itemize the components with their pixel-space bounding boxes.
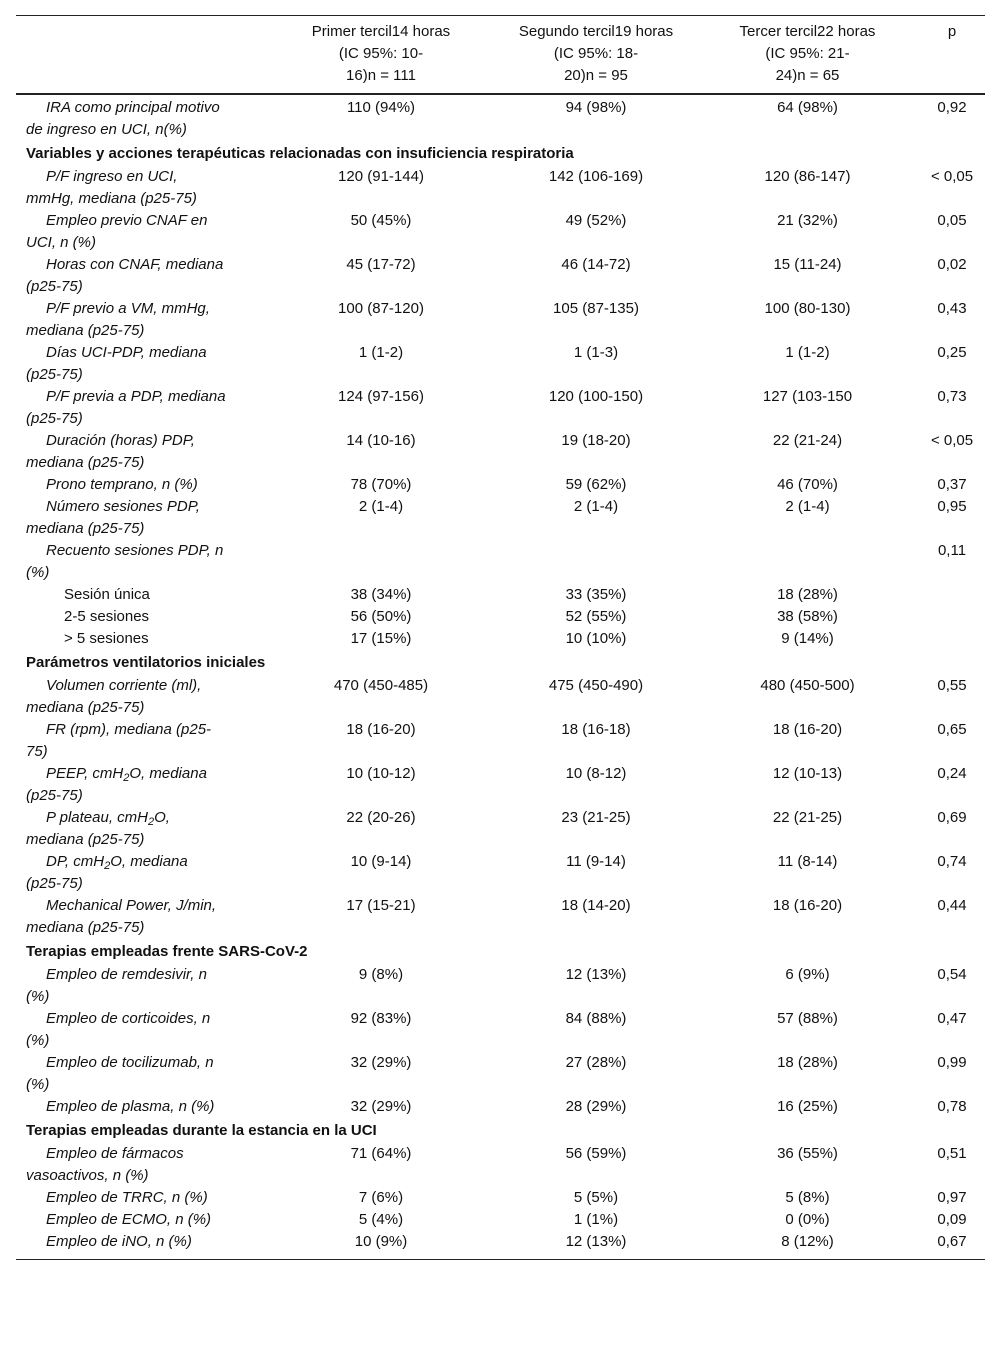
value-cell: 2 (1-4) <box>358 498 404 515</box>
value-cell: 12 (10-13) <box>772 765 843 782</box>
value-cell: 18 (28%) <box>777 1054 838 1071</box>
table-row <box>16 386 985 430</box>
table-row <box>16 496 985 540</box>
value-cell: 5 (4%) <box>358 1211 404 1228</box>
value-cell: 15 (11-24) <box>773 256 842 273</box>
value-cell: 16 (25%) <box>777 1098 838 1115</box>
value-cell: 64 (98%) <box>777 99 838 116</box>
section-header-row <box>16 939 985 964</box>
value-cell: 78 (70%) <box>350 476 412 493</box>
value-cell: 2 (1-4) <box>573 498 619 515</box>
value-cell: 71 (64%) <box>350 1145 412 1162</box>
row-label-text: P/F previa a PDP, mediana (p25-75) <box>26 388 226 427</box>
p-value-cell: 0,92 <box>937 99 967 116</box>
p-value-text: < 0,05 <box>930 168 974 185</box>
value-cell: 10 (9%) <box>354 1233 408 1250</box>
value-cell: 28 (29%) <box>565 1098 627 1115</box>
row-label <box>16 210 266 254</box>
p-value-cell: 0,65 <box>937 721 967 738</box>
value-cell: 38 (58%) <box>777 608 838 625</box>
table-row <box>16 1052 985 1096</box>
header-line: p <box>947 23 957 40</box>
value-cell: 52 (55%) <box>565 608 627 625</box>
row-label <box>16 1052 266 1096</box>
row-label-text: Volumen corriente (ml), mediana (p25-75) <box>26 677 202 716</box>
value-cell: 9 (14%) <box>781 630 834 647</box>
p-value-cell: 0,97 <box>937 1189 967 1206</box>
row-label <box>16 1008 266 1052</box>
row-label-text: Prono temprano, n (%) <box>46 476 198 493</box>
value-cell <box>496 540 696 584</box>
p-value-cell <box>919 430 985 474</box>
p-value-cell: 0,02 <box>937 256 967 273</box>
table-row <box>16 540 985 584</box>
value-cell: 21 (32%) <box>777 212 838 229</box>
subscript: 2 <box>123 772 130 784</box>
row-label <box>16 851 266 895</box>
section-title: Terapias empleadas durante la estancia en la UCI <box>26 1122 377 1139</box>
p-value-cell: 0,11 <box>937 542 967 559</box>
table-subrow <box>16 628 985 650</box>
header-label-col <box>16 16 266 95</box>
row-label <box>16 1096 266 1118</box>
row-label-text: Duración (horas) PDP, mediana (p25-75) <box>26 432 195 471</box>
row-label-text: Empleo de corticoides, n (%) <box>26 1010 211 1049</box>
table-row <box>16 210 985 254</box>
label-part: O, mediana (p25-75) <box>26 853 188 892</box>
p-value-cell: 0,25 <box>937 344 967 361</box>
header-line: (IC 95%: 10- <box>338 45 424 62</box>
row-label <box>16 386 266 430</box>
header-line: 20)n = 95 <box>564 67 628 84</box>
subscript: 2 <box>104 860 111 872</box>
header-primer-tercil <box>266 16 496 95</box>
value-cell: 92 (83%) <box>350 1010 412 1027</box>
value-cell: 94 (98%) <box>565 99 627 116</box>
row-label-text: Horas con CNAF, mediana (p25-75) <box>26 256 224 295</box>
table-row <box>16 166 985 210</box>
row-label <box>16 166 266 210</box>
p-value-cell <box>919 606 985 628</box>
table-row <box>16 430 985 474</box>
value-cell: 45 (17-72) <box>346 256 416 273</box>
row-label <box>16 1209 266 1231</box>
row-label-text: Días UCI-PDP, mediana (p25-75) <box>26 344 207 383</box>
table-row <box>16 1096 985 1118</box>
row-label <box>16 342 266 386</box>
value-cell: 7 (6%) <box>358 1189 404 1206</box>
value-cell: 8 (12%) <box>781 1233 834 1250</box>
table-row <box>16 895 985 939</box>
value-cell: 36 (55%) <box>777 1145 838 1162</box>
label-part: O, mediana (p25-75) <box>26 809 170 848</box>
value-cell: 50 (45%) <box>350 212 412 229</box>
value-cell: 12 (13%) <box>565 966 627 983</box>
table-row <box>16 807 985 851</box>
value-cell: 38 (34%) <box>350 586 412 603</box>
table-row <box>16 1231 985 1260</box>
table-row <box>16 474 985 496</box>
value-cell: 120 (100-150) <box>548 388 644 405</box>
row-label-text: FR (rpm), mediana (p25-75) <box>26 721 212 760</box>
header-tercer-tercil <box>696 16 919 95</box>
p-value-cell: 0,43 <box>937 300 967 317</box>
row-label <box>16 1143 266 1187</box>
row-label-text: Mechanical Power, J/min, mediana (p25-75) <box>26 897 217 936</box>
row-label <box>16 895 266 939</box>
row-label <box>16 964 266 1008</box>
table-row <box>16 719 985 763</box>
p-value-cell: 0,24 <box>937 765 967 782</box>
p-value-cell: 0,37 <box>937 476 967 493</box>
table-row <box>16 254 985 298</box>
value-cell: 17 (15-21) <box>346 897 416 914</box>
value-cell: 100 (87-120) <box>338 300 424 317</box>
value-cell: 22 (21-25) <box>772 809 843 826</box>
row-label <box>16 254 266 298</box>
p-value-cell: 0,67 <box>937 1233 967 1250</box>
value-cell: 18 (14-20) <box>561 897 631 914</box>
p-value-cell: 0,44 <box>937 897 967 914</box>
row-label <box>16 94 266 141</box>
section-title: Terapias empleadas frente SARS-CoV-2 <box>26 943 308 960</box>
table-row <box>16 763 985 807</box>
table-subrow <box>16 606 985 628</box>
value-cell: 110 (94%) <box>346 99 416 116</box>
section-header-row <box>16 650 985 675</box>
table-row <box>16 298 985 342</box>
row-label <box>16 1231 266 1260</box>
value-cell: 127 (103-150 <box>762 388 853 405</box>
row-label <box>16 540 266 584</box>
value-cell: 56 (50%) <box>350 608 412 625</box>
header-line: (IC 95%: 21- <box>765 45 850 62</box>
row-label-text: IRA como principal motivo de ingreso en UCI, n(%) <box>26 99 220 138</box>
header-row <box>16 16 985 95</box>
header-line: 16)n = 111 <box>346 67 416 84</box>
row-label-text: Empleo previo CNAF en UCI, n (%) <box>26 212 208 251</box>
value-cell: 18 (16-20) <box>772 721 843 738</box>
value-cell: 59 (62%) <box>565 476 627 493</box>
value-cell: 32 (29%) <box>350 1054 412 1071</box>
p-value-cell: 0,74 <box>937 853 967 870</box>
row-label-text: Empleo de fármacos vasoactivos, n (%) <box>26 1145 184 1184</box>
header-segundo-tercil <box>496 16 696 95</box>
p-value-text: < 0,05 <box>930 432 974 449</box>
value-cell: 5 (5%) <box>573 1189 619 1206</box>
label-part: PEEP, cmH <box>46 765 124 782</box>
row-label-text: Empleo de remdesivir, n (%) <box>26 966 207 1005</box>
label-part: O, mediana (p25-75) <box>26 765 207 804</box>
row-label-text: Empleo de ECMO, n (%) <box>46 1211 212 1228</box>
value-cell: 10 (10-12) <box>346 765 416 782</box>
value-cell: 10 (8-12) <box>565 765 627 782</box>
row-label <box>16 675 266 719</box>
row-label: Sesión única <box>64 586 150 603</box>
header-p-value <box>919 16 985 95</box>
p-value-cell: 0,73 <box>937 388 967 405</box>
value-cell: 22 (21-24) <box>772 432 843 449</box>
value-cell: 470 (450-485) <box>333 677 429 694</box>
value-cell: 18 (16-18) <box>561 721 631 738</box>
p-value-cell <box>919 166 985 210</box>
value-cell: 1 (1-2) <box>358 344 404 361</box>
row-label <box>16 807 266 851</box>
section-header-row <box>16 141 985 166</box>
row-label-text: P/F previo a VM, mmHg, mediana (p25-75) <box>26 300 210 339</box>
row-label <box>16 719 266 763</box>
p-value-cell: 0,54 <box>937 966 967 983</box>
header-line: (IC 95%: 18- <box>553 45 639 62</box>
row-label-text <box>26 851 226 895</box>
value-cell: 46 (14-72) <box>561 256 631 273</box>
value-cell: 18 (28%) <box>777 586 838 603</box>
row-label: 2-5 sesiones <box>64 608 150 625</box>
label-part: P plateau, cmH <box>46 809 148 826</box>
value-cell: 100 (80-130) <box>764 300 851 317</box>
value-cell: 56 (59%) <box>565 1145 627 1162</box>
row-label <box>16 430 266 474</box>
value-cell: 27 (28%) <box>565 1054 627 1071</box>
table-row <box>16 964 985 1008</box>
row-label-text: Empleo de tocilizumab, n (%) <box>26 1054 214 1093</box>
value-cell: 23 (21-25) <box>561 809 631 826</box>
value-cell: 2 (1-4) <box>785 498 830 515</box>
value-cell: 9 (8%) <box>358 966 404 983</box>
value-cell: 17 (15%) <box>350 630 412 647</box>
value-cell: 6 (9%) <box>785 966 830 983</box>
header-line: Tercer tercil22 horas <box>739 23 876 40</box>
value-cell: 1 (1-3) <box>573 344 619 361</box>
value-cell: 14 (10-16) <box>346 432 416 449</box>
value-cell: 18 (16-20) <box>346 721 416 738</box>
p-value-cell: 0,55 <box>937 677 967 694</box>
value-cell <box>696 540 919 584</box>
value-cell: 12 (13%) <box>565 1233 627 1250</box>
p-value-cell <box>919 584 985 606</box>
table-body <box>16 94 985 1260</box>
value-cell: 5 (8%) <box>785 1189 830 1206</box>
value-cell: 46 (70%) <box>777 476 838 493</box>
table-row <box>16 851 985 895</box>
value-cell: 120 (91-144) <box>338 168 424 185</box>
table-row <box>16 1143 985 1187</box>
row-label <box>16 1187 266 1209</box>
table-row <box>16 1008 985 1052</box>
table-row <box>16 94 985 141</box>
table-row <box>16 1187 985 1209</box>
header-line: Primer tercil14 horas <box>311 23 451 40</box>
table-subrow <box>16 584 985 606</box>
header-line: 24)n = 65 <box>775 67 840 84</box>
row-label-text: Empleo de plasma, n (%) <box>46 1098 215 1115</box>
p-value-cell <box>919 628 985 650</box>
section-title: Variables y acciones terapéuticas relacionadas con insuficiencia respiratoria <box>26 145 574 162</box>
results-table <box>16 15 985 1260</box>
table-row <box>16 342 985 386</box>
p-value-cell: 0,78 <box>937 1098 967 1115</box>
row-label-text: Número sesiones PDP, mediana (p25-75) <box>26 498 200 537</box>
section-title: Parámetros ventilatorios iniciales <box>26 654 266 671</box>
p-value-cell: 0,51 <box>937 1145 967 1162</box>
table-row <box>16 1209 985 1231</box>
p-value-cell: 0,05 <box>937 212 967 229</box>
subscript: 2 <box>148 816 155 828</box>
row-label-text <box>26 763 226 807</box>
value-cell: 84 (88%) <box>565 1010 627 1027</box>
value-cell: 480 (450-500) <box>760 677 855 694</box>
value-cell: 18 (16-20) <box>772 897 843 914</box>
row-label <box>16 763 266 807</box>
row-label-text: Recuento sesiones PDP, n (%) <box>26 542 224 581</box>
value-cell: 49 (52%) <box>565 212 627 229</box>
value-cell: 32 (29%) <box>350 1098 412 1115</box>
value-cell: 57 (88%) <box>777 1010 838 1027</box>
value-cell: 22 (20-26) <box>346 809 416 826</box>
p-value-cell: 0,95 <box>937 498 967 515</box>
value-cell: 142 (106-169) <box>548 168 644 185</box>
p-value-cell: 0,69 <box>937 809 967 826</box>
table-row <box>16 675 985 719</box>
value-cell: 105 (87-135) <box>553 300 639 317</box>
p-value-cell: 0,09 <box>937 1211 967 1228</box>
p-value-cell: 0,99 <box>937 1054 967 1071</box>
header-line: Segundo tercil19 horas <box>518 23 674 40</box>
row-label-text: Empleo de TRRC, n (%) <box>46 1189 208 1206</box>
value-cell: 1 (1%) <box>573 1211 619 1228</box>
row-label: > 5 sesiones <box>64 630 149 647</box>
value-cell: 475 (450-490) <box>548 677 644 694</box>
row-label <box>16 474 266 496</box>
row-label-text <box>26 807 226 851</box>
value-cell <box>266 540 496 584</box>
row-label <box>16 298 266 342</box>
value-cell: 33 (35%) <box>565 586 627 603</box>
p-value-cell: 0,47 <box>937 1010 967 1027</box>
value-cell: 19 (18-20) <box>561 432 631 449</box>
value-cell: 124 (97-156) <box>338 388 424 405</box>
value-cell: 10 (10%) <box>565 630 627 647</box>
value-cell: 0 (0%) <box>785 1211 830 1228</box>
value-cell: 11 (9-14) <box>566 853 626 870</box>
value-cell: 120 (86-147) <box>764 168 851 185</box>
value-cell: 1 (1-2) <box>785 344 830 361</box>
value-cell: 10 (9-14) <box>350 853 412 870</box>
row-label <box>16 496 266 540</box>
row-label-text: P/F ingreso en UCI, mmHg, mediana (p25-75) <box>26 168 197 207</box>
label-part: DP, cmH <box>46 853 105 870</box>
row-label-text: Empleo de iNO, n (%) <box>46 1233 192 1250</box>
section-header-row <box>16 1118 985 1143</box>
value-cell: 11 (8-14) <box>777 853 838 870</box>
